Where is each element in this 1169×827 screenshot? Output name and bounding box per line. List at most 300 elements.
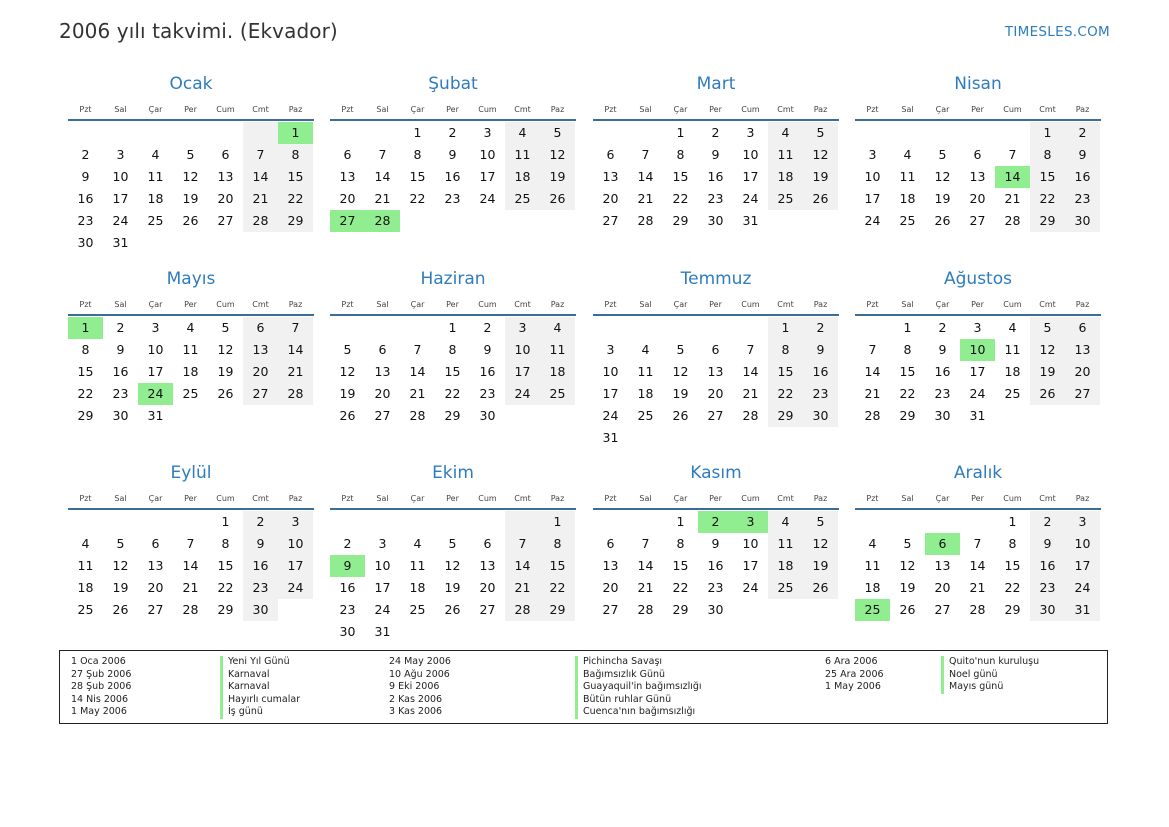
empty-day-cell [278,405,313,427]
weekday-header: Sal [376,493,389,503]
empty-day-cell [890,511,925,533]
empty-day-cell [365,511,400,533]
weekday-header: Paz [813,104,828,114]
holiday-day-cell: 1 [68,317,103,339]
day-cell: 9 [448,147,457,162]
week-row [593,122,839,144]
day-cell: 30 [1030,599,1065,621]
empty-day-cell [663,317,698,339]
day-cell: 8 [221,536,230,551]
day-cell: 10 [479,147,496,162]
day-cell: 17 [1065,555,1100,577]
day-cell: 13 [374,364,391,379]
weekday-header: Pzt [604,493,617,503]
weekday-header: Paz [550,299,565,309]
weekday-header: Paz [550,104,565,114]
day-cell: 22 [278,188,313,210]
empty-day-cell [435,621,470,643]
empty-day-cell [768,210,803,232]
day-cell: 22 [768,383,803,405]
day-cell: 12 [672,364,689,379]
empty-day-cell [733,599,768,621]
day-cell: 15 [1030,166,1065,188]
weekday-header: Paz [813,299,828,309]
day-cell: 23 [934,386,951,401]
day-cell: 25 [409,602,426,617]
day-cell: 27 [217,213,234,228]
legend-date: 14 Nis 2006 [71,693,128,705]
weekday-header: Pzt [604,104,617,114]
legend-date: 24 May 2006 [389,656,451,667]
empty-day-cell [925,511,960,533]
week-row [593,511,839,533]
holiday-day-cell: 14 [995,166,1030,188]
day-cell: 24 [278,577,313,599]
day-cell: 28 [278,383,313,405]
day-cell: 24 [1065,577,1100,599]
week-row [68,188,314,210]
day-cell: 9 [1065,144,1100,166]
weekday-header: Paz [288,299,303,309]
week-row [330,383,576,405]
day-cell: 2 [711,125,720,140]
day-cell: 27 [374,408,391,423]
day-cell: 1 [1030,122,1065,144]
week-row [593,383,839,405]
day-cell: 24 [602,408,619,423]
day-cell: 21 [243,188,278,210]
day-cell: 3 [973,320,982,335]
day-cell: 5 [903,536,912,551]
day-cell: 7 [278,317,313,339]
day-cell: 23 [77,213,94,228]
week-row [593,339,839,361]
day-cell: 1 [903,320,912,335]
weekday-header: Çar [673,299,688,309]
day-cell: 10 [278,533,313,555]
day-cell: 25 [182,386,199,401]
week-row [68,232,314,254]
day-cell: 26 [112,602,129,617]
day-cell: 25 [77,602,94,617]
day-cell: 13 [339,169,356,184]
empty-day-cell [540,210,575,232]
day-cell: 6 [606,147,615,162]
weekday-header-row [68,99,314,119]
day-cell: 13 [147,558,164,573]
day-cell: 25 [637,408,654,423]
day-cell: 29 [1030,210,1065,232]
empty-day-cell [243,232,278,254]
day-cell: 5 [676,342,685,357]
day-cell: 13 [969,169,986,184]
month-11 [593,462,839,621]
weekday-header-row [855,294,1101,314]
day-cell: 23 [707,580,724,595]
empty-day-cell [803,210,838,232]
header-divider [330,314,576,316]
day-cell: 31 [147,408,164,423]
day-cell: 24 [112,213,129,228]
day-cell: 5 [803,511,838,533]
weekday-header: Paz [1075,104,1090,114]
empty-day-cell [400,621,435,643]
day-cell: 11 [540,339,575,361]
month-9 [68,462,314,621]
day-cell: 6 [221,147,230,162]
empty-day-cell [278,232,313,254]
weekday-header: Pzt [79,299,92,309]
day-cell: 28 [969,602,986,617]
day-cell: 18 [505,166,540,188]
empty-day-cell [103,511,138,533]
day-cell: 11 [637,364,654,379]
day-cell: 21 [864,386,881,401]
weekday-header: Cmt [1039,493,1056,503]
day-cell: 15 [217,558,234,573]
day-cell: 12 [1030,339,1065,361]
header-divider [68,314,314,316]
day-cell: 16 [112,364,129,379]
week-row [330,144,576,166]
month-name: Mart [696,74,736,94]
weekday-header: Çar [410,493,425,503]
day-cell: 9 [1030,533,1065,555]
empty-day-cell [593,511,628,533]
day-cell: 22 [540,577,575,599]
day-cell: 7 [641,147,650,162]
empty-day-cell [138,232,173,254]
weekday-header: Sal [639,493,652,503]
day-cell: 2 [243,511,278,533]
week-row [68,210,314,232]
day-cell: 18 [768,166,803,188]
day-cell: 29 [540,599,575,621]
empty-day-cell [400,317,435,339]
week-row [855,361,1101,383]
day-cell: 15 [77,364,94,379]
day-cell: 15 [899,364,916,379]
day-cell: 14 [182,558,199,573]
week-row [593,577,839,599]
day-cell: 11 [147,169,164,184]
day-cell: 26 [339,408,356,423]
day-cell: 27 [602,213,619,228]
day-cell: 30 [479,408,496,423]
week-row [330,361,576,383]
weekday-header-row [68,488,314,508]
empty-day-cell [173,232,208,254]
day-cell: 6 [1065,317,1100,339]
day-cell: 8 [540,533,575,555]
holiday-day-cell: 28 [365,210,400,232]
weekday-header: Cum [216,493,235,503]
day-cell: 19 [339,386,356,401]
week-row [593,317,839,339]
day-cell: 5 [343,342,352,357]
legend-names-col-2 [575,656,702,719]
weekday-header: Paz [288,104,303,114]
day-cell: 5 [221,320,230,335]
holiday-day-cell: 1 [278,122,313,144]
day-cell: 4 [151,147,160,162]
day-cell: 30 [934,408,951,423]
week-row [855,317,1101,339]
week-row [593,599,839,621]
month-2 [330,73,576,232]
legend-date: 1 May 2006 [825,681,881,693]
header-divider [855,119,1101,121]
day-cell: 16 [1030,555,1065,577]
weekday-header: Cmt [1039,299,1056,309]
empty-day-cell [628,427,663,449]
week-row [68,122,314,144]
day-cell: 26 [934,213,951,228]
empty-day-cell [698,317,733,339]
week-row [855,405,1101,427]
day-cell: 17 [602,386,619,401]
weekday-header: Cmt [777,299,794,309]
week-row [330,166,576,188]
weekday-header: Cum [1003,104,1022,114]
week-row [330,599,576,621]
empty-day-cell [1065,405,1100,427]
day-cell: 6 [711,342,720,357]
day-cell: 9 [938,342,947,357]
month-5 [68,268,314,427]
day-cell: 25 [899,213,916,228]
day-cell: 29 [899,408,916,423]
day-cell: 20 [1065,361,1100,383]
day-cell: 26 [803,188,838,210]
empty-day-cell [68,511,103,533]
week-row [593,188,839,210]
legend-holiday-name: Pichincha Savaşı [575,656,702,669]
day-cell: 29 [672,602,689,617]
empty-day-cell [803,427,838,449]
day-cell: 15 [540,555,575,577]
day-cell: 26 [899,602,916,617]
day-cell: 11 [768,533,803,555]
weekday-header: Pzt [79,493,92,503]
day-cell: 9 [81,169,90,184]
day-cell: 2 [483,320,492,335]
empty-day-cell [925,122,960,144]
empty-day-cell [593,317,628,339]
legend-date: 25 Ara 2006 [825,668,884,680]
week-row [855,533,1101,555]
day-cell: 30 [1065,210,1100,232]
day-cell: 3 [278,511,313,533]
day-cell: 1 [768,317,803,339]
empty-day-cell [855,511,890,533]
day-cell: 28 [182,602,199,617]
day-cell: 26 [217,386,234,401]
empty-day-cell [243,405,278,427]
week-row [330,577,576,599]
day-cell: 16 [1065,166,1100,188]
legend-holiday-name: Guayaquil'in bağımsızlığı [575,681,702,694]
day-cell: 30 [77,235,94,250]
empty-day-cell [278,599,313,621]
day-cell: 17 [112,191,129,206]
day-cell: 19 [1030,361,1065,383]
header-divider [330,119,576,121]
day-cell: 15 [278,166,313,188]
holiday-day-cell: 24 [138,383,173,405]
weekday-header: Cmt [514,104,531,114]
empty-day-cell [365,122,400,144]
week-row [68,555,314,577]
day-cell: 17 [969,364,986,379]
weekday-header: Per [184,299,197,309]
day-cell: 22 [409,191,426,206]
empty-day-cell [400,210,435,232]
day-cell: 10 [112,169,129,184]
day-cell: 27 [602,602,619,617]
day-cell: 26 [182,213,199,228]
weekday-header-row [593,488,839,508]
day-cell: 13 [479,558,496,573]
day-cell: 18 [182,364,199,379]
empty-day-cell [330,511,365,533]
day-cell: 24 [479,191,496,206]
weekday-header: Per [446,104,459,114]
day-cell: 7 [505,533,540,555]
day-cell: 13 [602,558,619,573]
weekday-header: Sal [376,104,389,114]
day-cell: 7 [1008,147,1017,162]
day-cell: 3 [151,320,160,335]
legend-holiday-name: Quito'nun kuruluşu [941,656,1039,669]
empty-day-cell [768,427,803,449]
weekday-header: Per [709,104,722,114]
day-cell: 1 [1008,514,1017,529]
day-cell: 23 [112,386,129,401]
month-name: Şubat [428,74,478,94]
day-cell: 17 [742,169,759,184]
day-cell: 14 [637,558,654,573]
day-cell: 2 [448,125,457,140]
day-cell: 7 [378,147,387,162]
day-cell: 25 [768,188,803,210]
day-cell: 23 [1065,188,1100,210]
legend-date: 1 Oca 2006 [71,656,126,667]
empty-day-cell [103,122,138,144]
day-cell: 15 [672,169,689,184]
day-cell: 18 [147,191,164,206]
weekday-header: Paz [1075,299,1090,309]
legend-names-col-3 [941,656,1039,694]
weekday-header: Pzt [866,493,879,503]
weekday-header: Cmt [777,493,794,503]
day-cell: 27 [147,602,164,617]
day-cell: 9 [116,342,125,357]
day-cell: 29 [672,213,689,228]
day-cell: 13 [243,339,278,361]
day-cell: 8 [81,342,90,357]
day-cell: 3 [868,147,877,162]
weekday-header: Çar [410,299,425,309]
day-cell: 22 [1004,580,1021,595]
day-cell: 18 [77,580,94,595]
weekday-header: Cmt [777,104,794,114]
day-cell: 12 [182,169,199,184]
weekday-header: Paz [1075,493,1090,503]
day-cell: 31 [1065,599,1100,621]
empty-day-cell [855,122,890,144]
month-name: Ağustos [944,269,1012,289]
day-cell: 3 [378,536,387,551]
day-cell: 4 [768,511,803,533]
empty-day-cell [505,621,540,643]
weekday-header: Sal [114,104,127,114]
week-row [68,577,314,599]
day-cell: 19 [899,580,916,595]
weekday-header: Cum [741,299,760,309]
day-cell: 10 [864,169,881,184]
empty-day-cell [628,122,663,144]
week-row [855,166,1101,188]
day-cell: 24 [969,386,986,401]
day-cell: 14 [409,364,426,379]
month-4 [855,73,1101,232]
day-cell: 26 [1030,383,1065,405]
day-cell: 1 [676,125,685,140]
day-cell: 23 [1030,577,1065,599]
day-cell: 20 [602,191,619,206]
weekday-header: Per [446,299,459,309]
weekday-header: Cmt [514,299,531,309]
empty-day-cell [243,122,278,144]
empty-day-cell [698,427,733,449]
legend-dates-col-1 [71,656,131,719]
day-cell: 8 [903,342,912,357]
empty-day-cell [330,317,365,339]
weekday-header: Pzt [866,104,879,114]
weekday-header: Çar [673,104,688,114]
holiday-day-cell: 6 [925,533,960,555]
day-cell: 7 [868,342,877,357]
day-cell: 22 [1030,188,1065,210]
day-cell: 12 [444,558,461,573]
header-divider [593,508,839,510]
site-link[interactable]: TIMESLES.COM [1004,24,1110,40]
empty-day-cell [505,405,540,427]
day-cell: 15 [768,361,803,383]
day-cell: 21 [969,580,986,595]
day-cell: 10 [147,342,164,357]
day-cell: 20 [217,191,234,206]
week-row [68,361,314,383]
legend-holiday-name: İş günü [220,706,300,719]
day-cell: 3 [505,317,540,339]
day-cell: 24 [742,580,759,595]
weekday-header: Cmt [252,299,269,309]
day-cell: 31 [602,430,619,445]
day-cell: 5 [448,536,457,551]
day-cell: 4 [868,536,877,551]
day-cell: 22 [444,386,461,401]
holiday-day-cell: 3 [733,511,768,533]
weekday-header: Cum [741,104,760,114]
day-cell: 2 [343,536,352,551]
month-name: Mayıs [166,269,216,289]
day-cell: 30 [707,213,724,228]
empty-day-cell [1030,405,1065,427]
month-name: Nisan [954,74,1002,94]
day-cell: 17 [742,558,759,573]
